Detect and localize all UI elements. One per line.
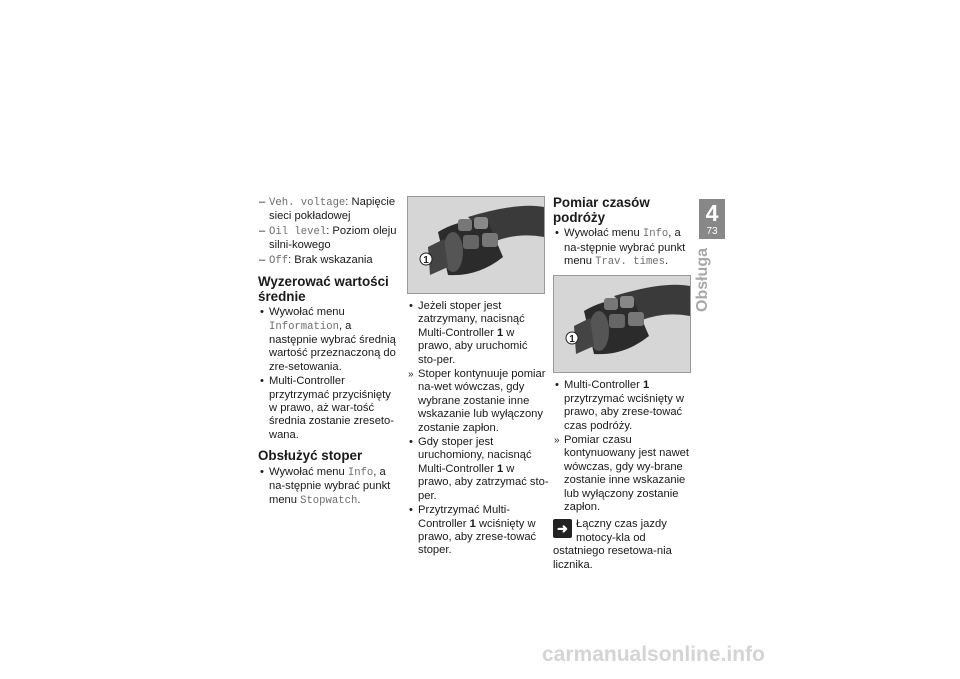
list-item: » Stoper kontynuuje pomiar na-wet wówczas, gdy wybrane zostanie inne wskazanie lub wyłączony zostanie zapłon.	[407, 368, 549, 435]
list-item: • Przytrzymać Multi-Controller 1 wciśnięty w prawo, aby zrese-tować stoper.	[407, 504, 549, 558]
list-item: • Wywołać menu Info, a na-stępnie wybrać punkt menu Trav. times.	[553, 227, 695, 269]
column-right	[553, 196, 695, 572]
list-item: • Wywołać menu Information, a następnie wybrać średnią wartość przeznaczoną do zre-setowania.	[258, 306, 400, 374]
column-left	[258, 196, 400, 509]
list-item: – Veh. voltage: Napięcie sieci pokładowej	[258, 196, 400, 224]
chapter-number: 4	[705, 200, 719, 226]
list-item: • Jeżeli stoper jest zatrzymany, nacisnąć Multi-Controller 1 w prawo, aby uruchomić sto-per.	[407, 300, 549, 367]
handlebar-illustration	[408, 197, 544, 293]
list-item: • Multi-Controller przytrzymać przyciśnięty w prawo, aż war-tość średnia zostanie zreseto-wana.	[258, 375, 400, 442]
note-arrow-icon: ➜	[553, 519, 572, 538]
handlebar-controls-photo	[553, 275, 691, 373]
handlebar-controls-photo	[407, 196, 545, 294]
handlebar-illustration	[554, 276, 690, 372]
chapter-tab	[699, 199, 725, 239]
list-item: • Wywołać menu Info, a na-stępnie wybrać punkt menu Stopwatch.	[258, 466, 400, 508]
section-heading: Obsłużyć stoper	[258, 448, 363, 464]
list-item: » Pomiar czasu kontynuowany jest nawet wówczas, gdy wy-brane zostanie inne wskazanie lub wyłączony zostanie zapłon.	[553, 434, 695, 514]
column-middle	[407, 196, 549, 559]
section-heading: Wyzerować wartości średnie	[258, 274, 389, 304]
list-item: – Off: Brak wskazania	[258, 254, 400, 268]
figure-label: 1	[423, 255, 429, 266]
list-item: – Oil level: Poziom oleju silni-kowego	[258, 225, 400, 253]
section-heading: Pomiar czasów podróży	[553, 195, 650, 225]
figure-label: 1	[569, 334, 575, 346]
list-item: • Multi-Controller 1 przytrzymać wciśnięty w prawo, aby zrese-tować czas podróży.	[553, 379, 695, 433]
watermark: carmanualsonline.info	[542, 643, 765, 666]
list-item: • Gdy stoper jest uruchomiony, nacisnąć Multi-Controller 1 w prawo, aby zatrzymać sto-per.	[407, 436, 549, 503]
page-number: 73	[706, 226, 718, 237]
note: ➜ Łączny czas jazdy motocy-kla od ostatniego resetowa-nia licznika.	[553, 518, 672, 571]
